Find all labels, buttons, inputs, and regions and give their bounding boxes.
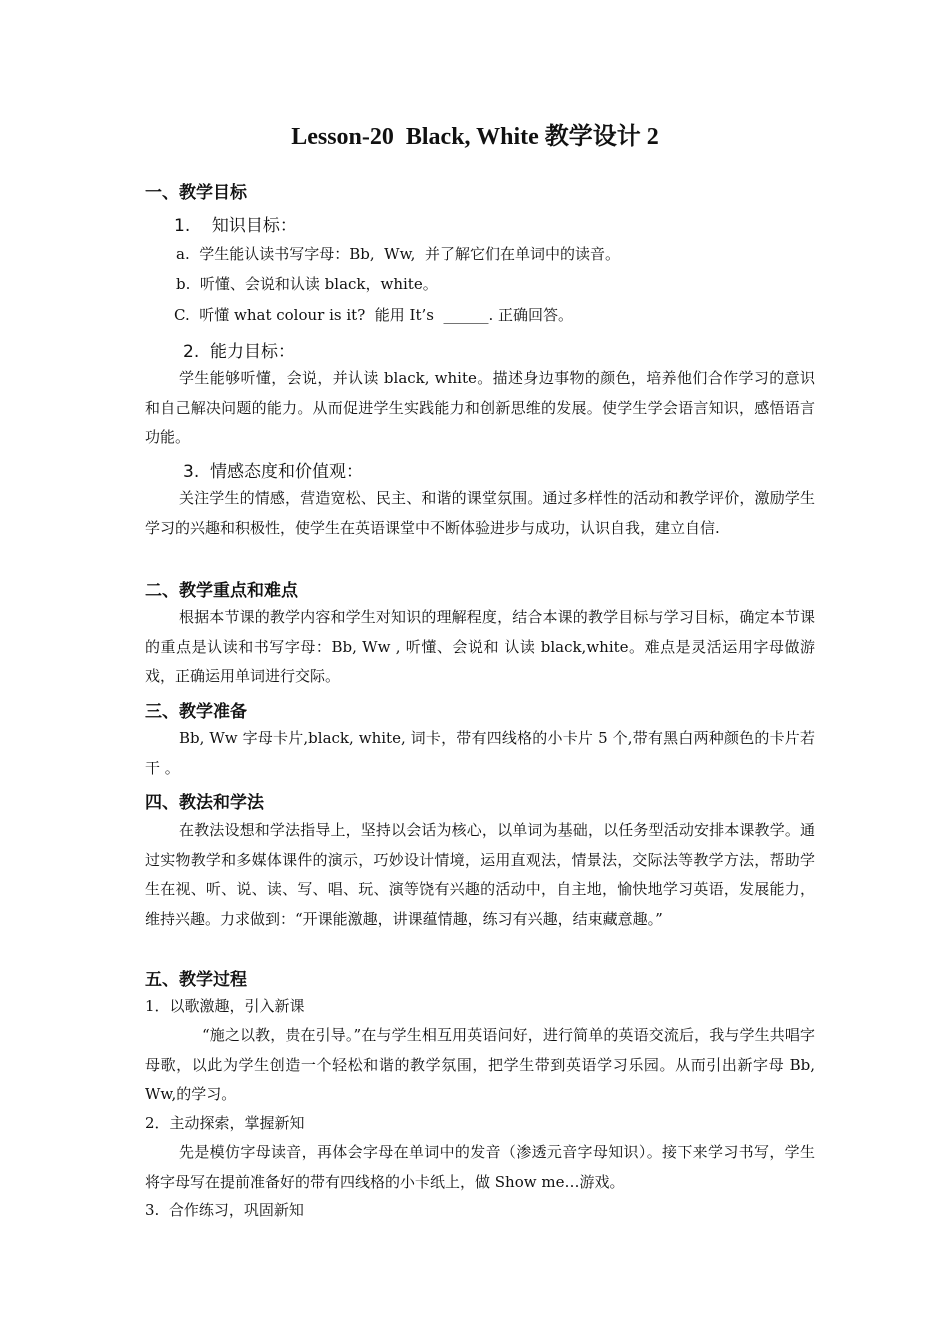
paragraph-preparation [145, 724, 815, 783]
paragraph-text: 关注学生的情感，营造宽松、民主、和谐的课堂氛围。通过多样性的活动和教学评价，激励学生学习的兴趣和积极性，使学生在英语课堂中不断体验进步与成功，认识自我，建立自信. [145, 489, 815, 537]
paragraph-text: 学生能够听懂，会说，并认读 black, white。描述身边事物的颜色，培养他们合作学习的意识和自己解决问题的能力。从而促进学生实践能力和创新思维的发展。使学生学会语言知识，感悟语言功能。 [145, 369, 815, 446]
paragraph-emotion [145, 484, 815, 543]
subheading-knowledge: 1. 知识目标： [174, 216, 297, 236]
paragraph-text: Bb, Ww 字母卡片,black, white, 词卡，带有四线格的小卡片 5 个,带有黑白两种颜色的卡片若干 。 [145, 729, 815, 777]
section-heading-preparation: 三、教学准备 [145, 702, 247, 722]
document-title: Lesson-20 Black, White 教学设计 2 [291, 124, 659, 150]
paragraph-methods [145, 816, 815, 934]
objective-c: C. 听懂 what colour is it? 能用 It’s ______. 正确回答。 [174, 306, 574, 324]
paragraph-text: 在教法设想和学法指导上，坚持以会话为核心，以单词为基础，以任务型活动安排本课教学。通过实物教学和多媒体课件的演示，巧妙设计情境，运用直观法，情景法，交际法等教学方法，帮助学生在视、听、说、读、写、唱、玩、演等饶有兴趣的活动中，自主地，愉快地学习英语，发展能力，维持兴趣。力求做到：“开课能激趣，讲课蕴情趣，练习有兴趣，结束藏意趣。” [145, 821, 815, 928]
paragraph-text: 先是模仿字母读音，再体会字母在单词中的发音（渗透元音字母知识）。接下来学习书写，学生将字母写在提前准备好的带有四线格的小卡纸上，做 Show me…游戏。 [145, 1143, 815, 1191]
objective-a: a. 学生能认读书写字母：Bb, Ww, 并了解它们在单词中的读音。 [176, 245, 620, 263]
paragraph-text: “施之以教，贵在引导。”在与学生相互用英语问好，进行简单的英语交流后，我与学生共唱字母歌，以此为学生创造一个轻松和谐的教学氛围，把学生带到英语学习乐园。从而引出新字母 Bb, Ww,的学习。 [145, 1026, 815, 1103]
paragraph-process-step-1 [145, 1021, 815, 1110]
objective-b: b. 听懂、会说和认读 black，white。 [176, 275, 438, 293]
process-step-1-title: 1．以歌激趣，引入新课 [145, 997, 305, 1015]
subheading-emotion: 3. 情感态度和价值观： [183, 462, 364, 482]
section-heading-objectives: 一、教学目标 [145, 183, 247, 203]
paragraph-text: 根据本节课的教学内容和学生对知识的理解程度，结合本课的教学目标与学习目标，确定本节课的重点是认读和书写字母：Bb, Ww , 听懂、会说和 认读 black,white。难点是灵活运用字母做游戏，正确运用单词进行交际。 [145, 608, 815, 685]
paragraph-ability [145, 364, 815, 453]
section-heading-key-points: 二、教学重点和难点 [145, 581, 298, 601]
paragraph-process-step-2 [145, 1138, 815, 1197]
section-heading-methods: 四、教法和学法 [145, 793, 264, 813]
subheading-ability: 2. 能力目标： [183, 342, 296, 362]
process-step-3-title: 3. 合作练习，巩固新知 [145, 1201, 304, 1219]
process-step-2-title: 2．主动探索，掌握新知 [145, 1114, 305, 1132]
section-heading-process: 五、教学过程 [145, 970, 247, 990]
paragraph-key-points [145, 603, 815, 692]
